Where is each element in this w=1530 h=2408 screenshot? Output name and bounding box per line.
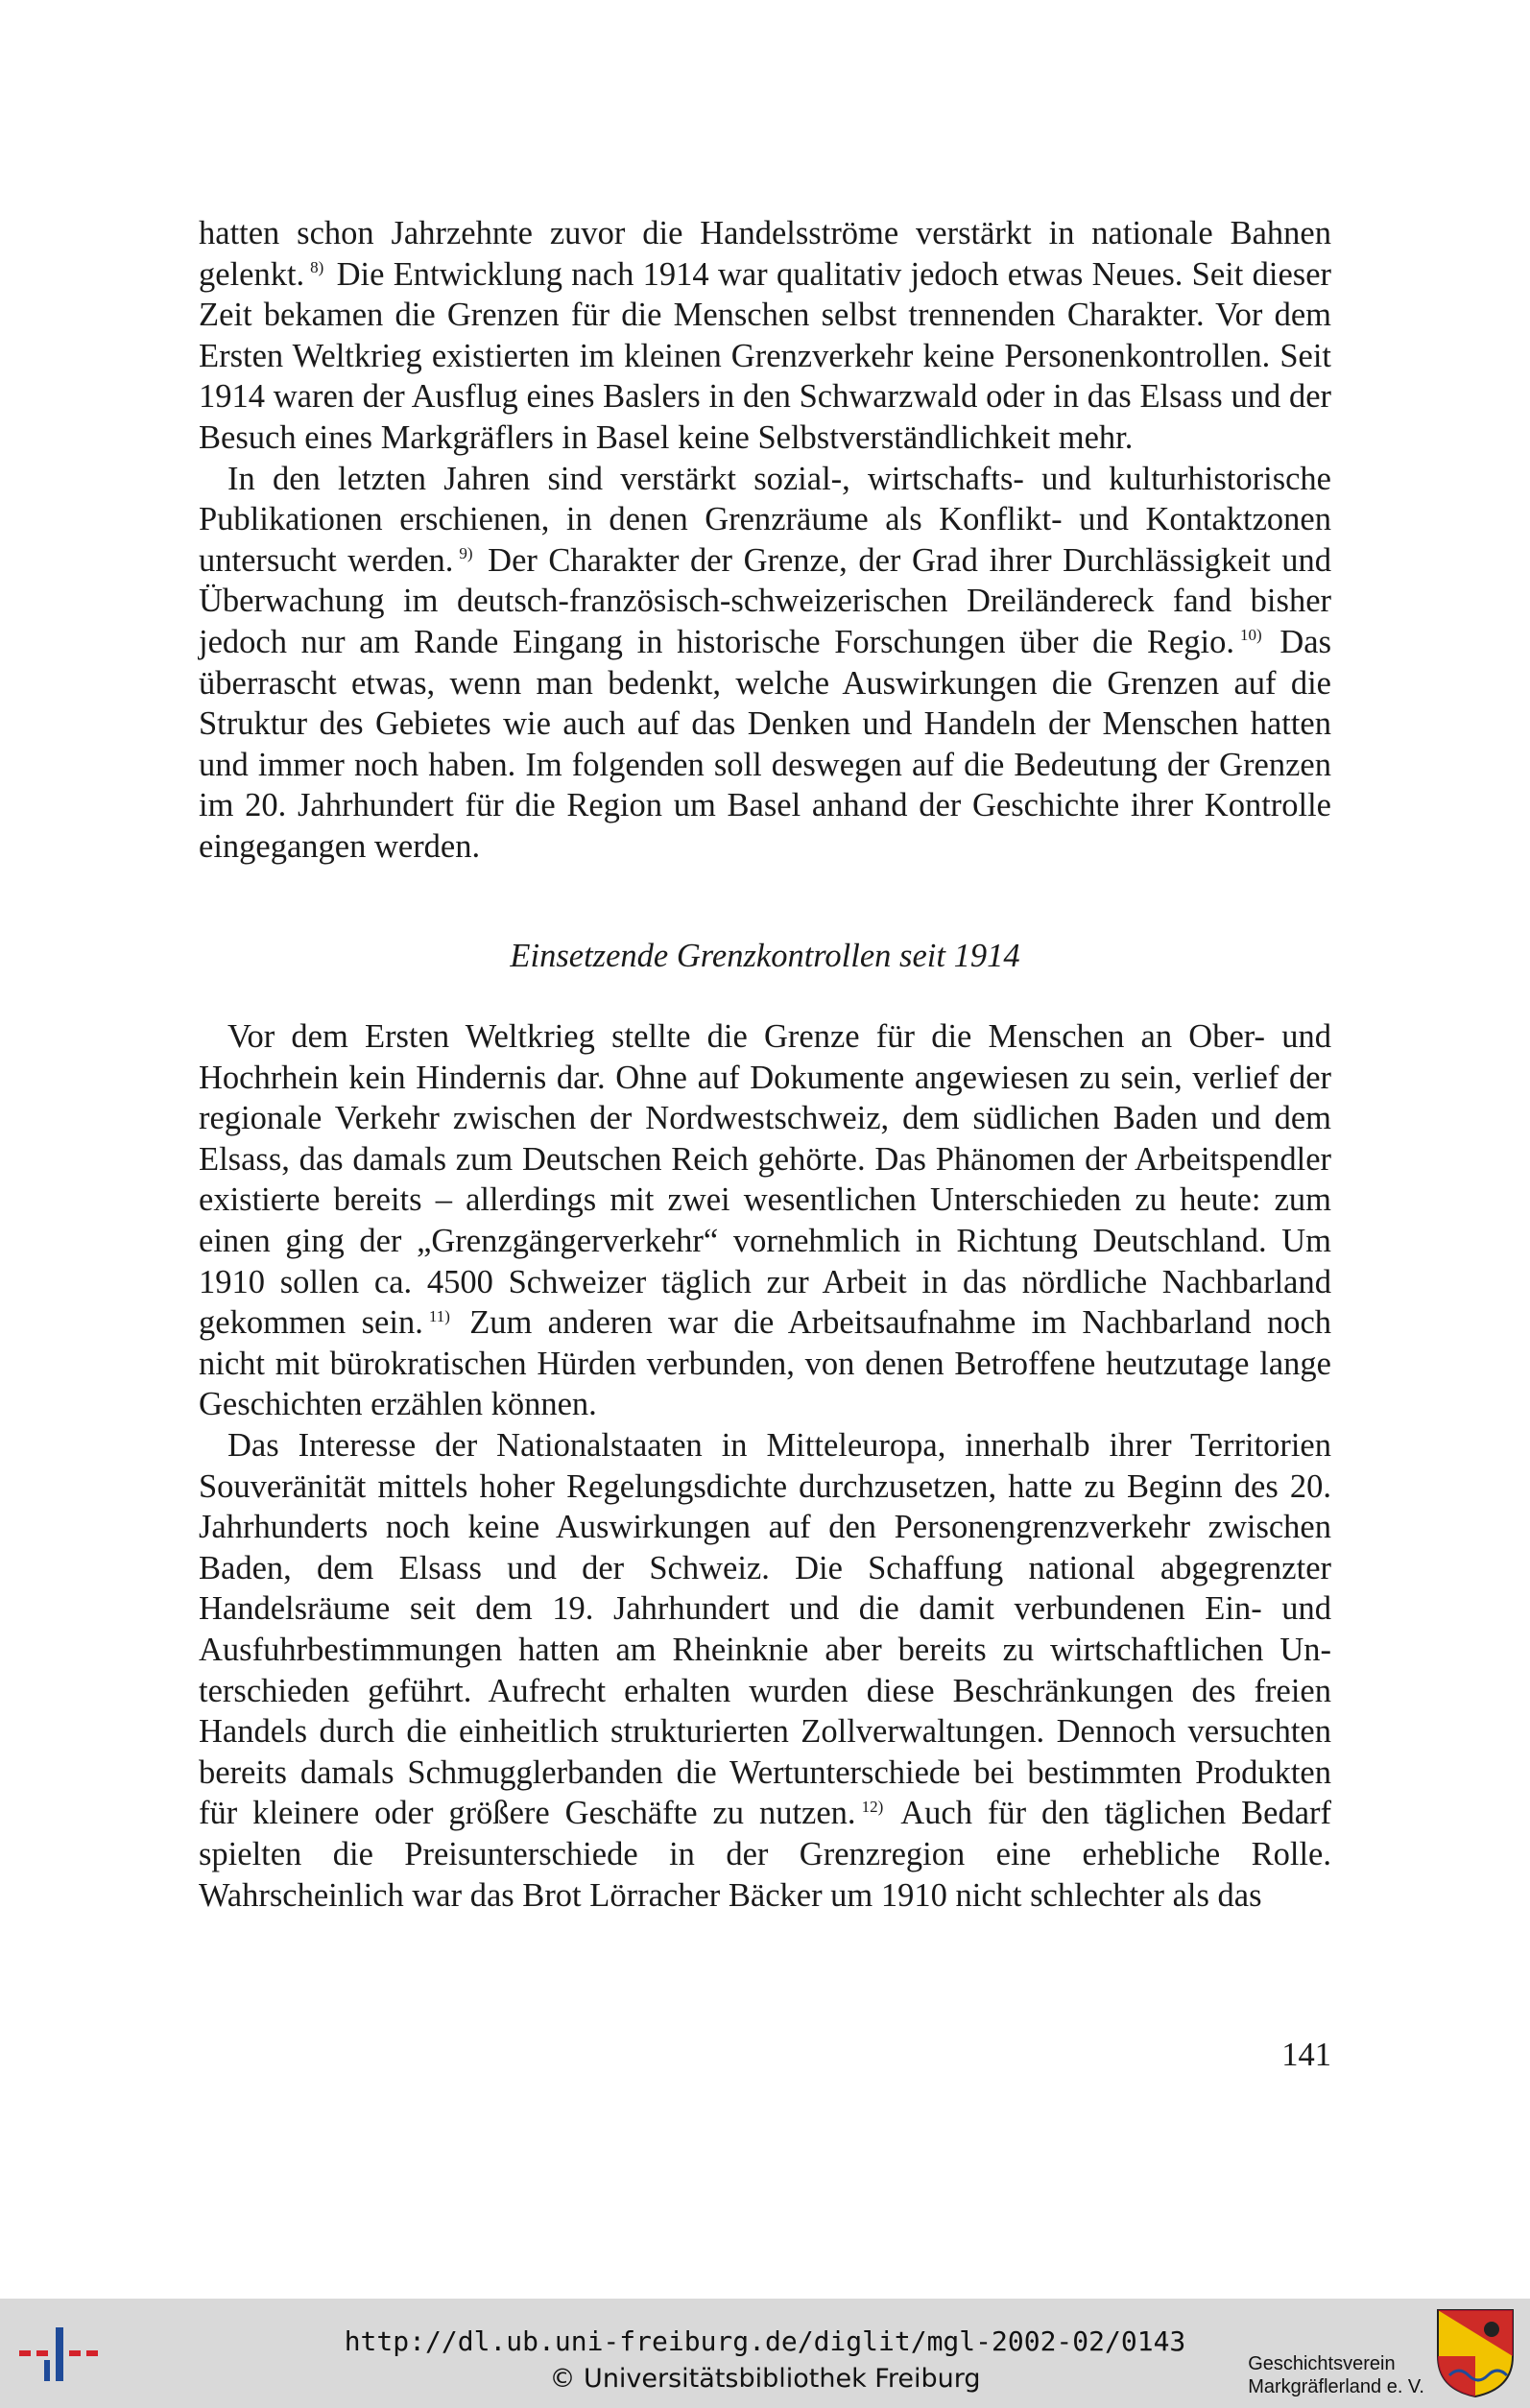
society-name-line-2: Markgräflerland e. V. (1248, 2376, 1424, 2397)
paragraph-2-text-b: Der Charakter der Grenze, der Grad ihrer Durchlässigkeit und Überwachung im deutsch-französisch-schweizerischen Dreiländereck fand bisher jedoch nur am Rande Eingang in historische Forschungen über die Regio. (199, 541, 1331, 660)
footer-bar (0, 2299, 1530, 2408)
spacer (199, 976, 1331, 1016)
paragraph-2-text-c: Das überrascht etwas, wenn man bedenkt, welche Auswirkungen die Grenzen auf die Struktur des Gebietes wie auch auf das Denken und Handeln der Menschen hatten und immer noch haben. Im folgenden soll deswegen auf die Bedeutung der Grenzen im 20. Jahrhundert für die Region um Basel anhand der Geschichte ihrer Kontrolle eingegangen werden. (199, 623, 1332, 865)
paragraph-1 (199, 213, 1331, 459)
page-number: 141 (1281, 2037, 1331, 2073)
society-name-line-1: Geschichtsverein (1248, 2353, 1396, 2374)
paragraph-4 (199, 1425, 1331, 1916)
paragraph-2 (199, 459, 1331, 868)
coat-of-arms-icon[interactable] (1436, 2308, 1515, 2398)
paragraph-4-text-a: Das Interesse der Nationalstaaten in Mitteleuropa, innerhalb ihrer Territorien Souveränität mittels hoher Regelungsdichte durchzusetzen, hatte zu Beginn des 20. Jahrhunderts noch keine Auswirkungen auf den Personengrenzverkehr zwischen Baden, dem Elsass und der Schweiz. Die Schaffung national abgegrenzter Handelsräume seit dem 19. Jahrhundert und die damit verbundenen Ein- und Ausfuhrbestimmungen hatten am Rheinknie aber bereits zu wirtschaftlichen Unterschieden geführt. Aufrecht erhalten wurden diese Beschränkungen des freien Handels durch die einheitlich strukturierten Zollverwaltungen. Dennoch versuchten bereits damals Schmugglerbanden die Wertunterschiede bei bestimmten Produkten für kleinere oder größere Geschäfte zu nutzen. (199, 1427, 1331, 1832)
section-heading: Einsetzende Grenzkontrollen seit 1914 (510, 937, 1020, 974)
page-body (199, 213, 1331, 1916)
footer-url-link[interactable]: http://dl.ub.uni-freiburg.de/diglit/mgl-2002-02/0143 (344, 2325, 1186, 2357)
footnote-ref-8[interactable]: 8) (310, 258, 324, 277)
paragraph-1-text-b: Die Entwicklung nach 1914 war qualitativ jedoch etwas Neues. Seit dieser Zeit bekamen die Grenzen für die Menschen selbst trennenden Charakter. Vor dem Ersten Weltkrieg existierten im kleinen Grenzverkehr keine Personenkontrollen. Seit 1914 waren der Ausflug eines Baslers in den Schwarzwald oder in das Elsass und der Besuch eines Markgräflers in Basel keine Selbstverständlichkeit mehr. (199, 255, 1332, 456)
footnote-ref-9[interactable]: 9) (459, 544, 473, 563)
paragraph-4-text-b: Auch für den täglichen Bedarf spielten die Preisunterschiede in der Grenzregion eine erhebliche Rolle. Wahrscheinlich war das Brot Lörracher Bäcker um 1910 nicht schlechter als das (199, 1795, 1331, 1914)
society-name (1248, 2352, 1424, 2398)
footnote-ref-10[interactable]: 10) (1240, 626, 1262, 645)
paragraph-1-text-a: hatten schon Jahrzehnte zuvor die Handelsströme verstärkt in nationale Bahnen gelenkt. (199, 215, 1331, 293)
footnote-ref-12[interactable]: 12) (861, 1797, 884, 1816)
footer-copyright: © Universitätsbibliothek Freiburg (549, 2364, 981, 2394)
footnote-ref-11[interactable]: 11) (428, 1306, 450, 1325)
paragraph-3 (199, 1016, 1331, 1425)
spacer (199, 868, 1331, 936)
paragraph-3-text-a: Vor dem Ersten Weltkrieg stellte die Grenze für die Menschen an Ober- und Hochrhein kein Hindernis dar. Ohne auf Dokumente angewiesen zu sein, verlief der regionale Verkehr zwischen der Nordwestschweiz, dem südlichen Baden und dem Elsass, das damals zum Deutschen Reich gehörte. Das Phänomen der Arbeitspendler existierte bereits – allerdings mit zwei wesentlichen Unterschieden zu heute: zum einen ging der „Grenzgängerverkehr“ vornehmlich in Richtung Deutschland. Um 1910 sollen ca. 4500 Schweizer täglich zur Arbeit in das nördliche Nachbarland gekommen sein. (199, 1018, 1331, 1342)
paragraph-2-text-a: In den letzten Jahren sind verstärkt sozial-, wirtschafts- und kulturhistorische Publikationen erschienen, in denen Grenzräume als Konflikt- und Kontaktzonen untersucht werden. (199, 460, 1331, 579)
paragraph-3-text-b: Zum anderen war die Arbeitsaufnahme im Nachbarland noch nicht mit bürokratischen Hürden verbunden, von denen Betroffene heutzutage lange Geschichten erzählen können. (199, 1304, 1332, 1423)
